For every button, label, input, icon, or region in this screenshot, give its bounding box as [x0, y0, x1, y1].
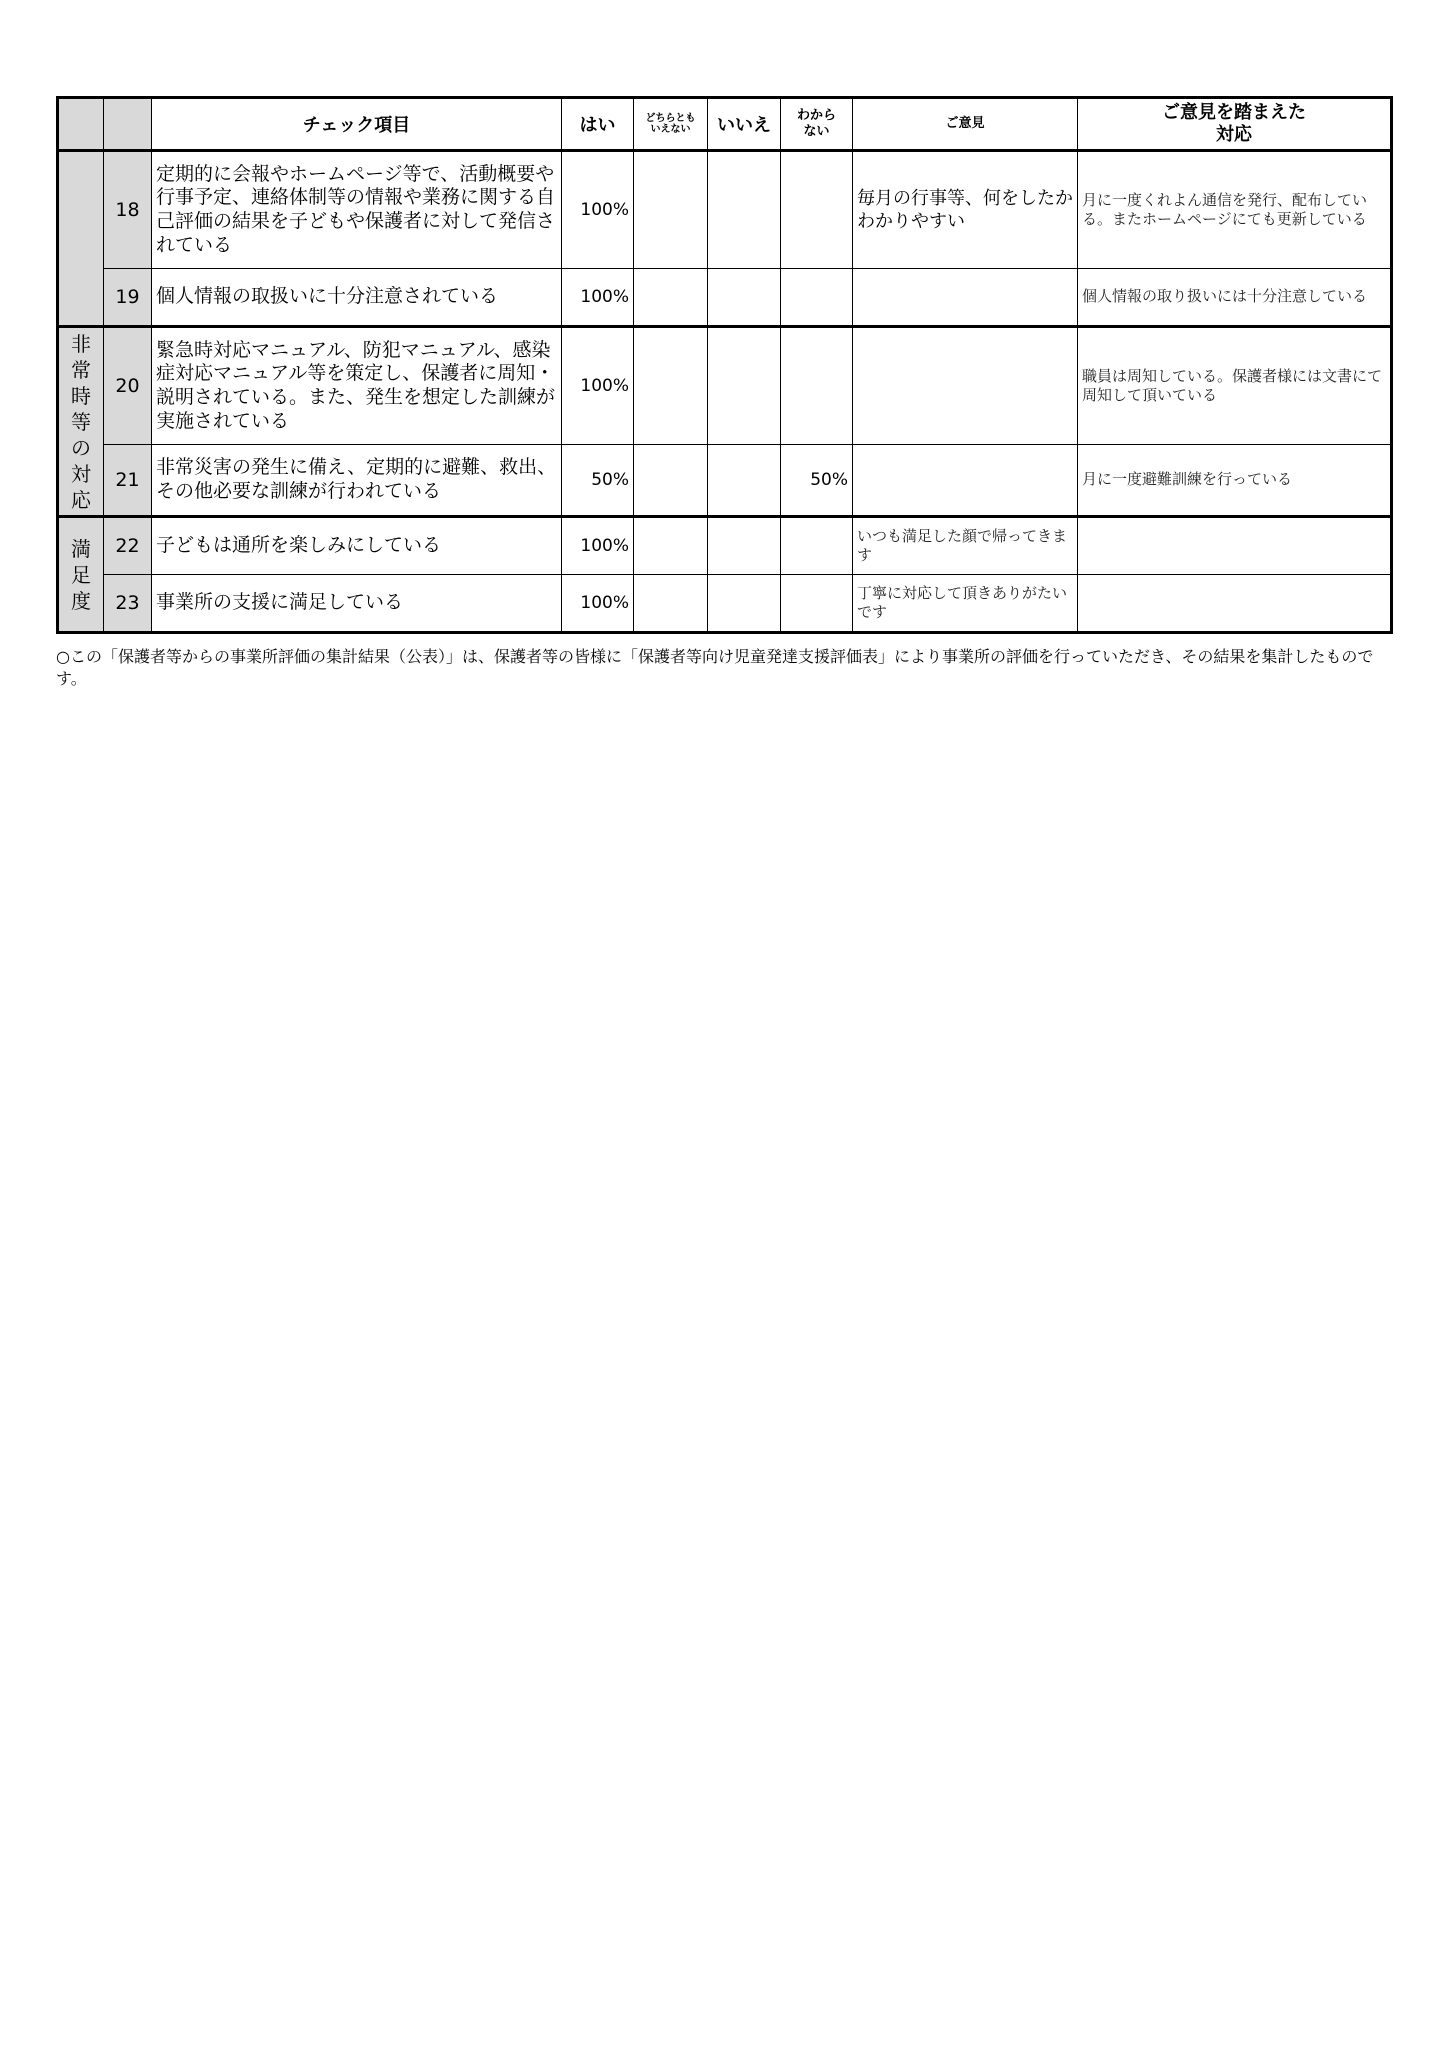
response-text: 職員は周知している。保護者様には文書にて周知して頂いている — [1078, 327, 1392, 445]
neither-percent — [634, 445, 708, 517]
check-item-text: 非常災害の発生に備え、定期的に避難、救出、その他必要な訓練が行われている — [152, 445, 562, 517]
response-header: ご意見を踏まえた 対応 — [1078, 98, 1392, 151]
table-row — [58, 517, 1392, 575]
row-number: 18 — [104, 151, 152, 269]
check-item-text: 緊急時対応マニュアル、防犯マニュアル、感染症対応マニュアル等を策定し、保護者に周知・説明されている。また、発生を想定した訓練が実施されている — [152, 327, 562, 445]
no-percent — [708, 517, 781, 575]
check-item-text: 個人情報の取扱いに十分注意されている — [152, 269, 562, 327]
neither-percent — [634, 327, 708, 445]
yes-percent: 100% — [562, 575, 634, 633]
neither-header: どちらとも いえない — [634, 98, 708, 151]
evaluation-table — [56, 96, 1393, 634]
table-row — [58, 445, 1392, 517]
check-item-text: 事業所の支援に満足している — [152, 575, 562, 633]
no-percent — [708, 575, 781, 633]
yes-percent: 100% — [562, 327, 634, 445]
yes-percent: 100% — [562, 517, 634, 575]
yes-percent: 100% — [562, 151, 634, 269]
opinion-text: いつも満足した顔で帰ってきます — [853, 517, 1078, 575]
category-emergency — [58, 327, 104, 517]
opinion-text — [853, 327, 1078, 445]
neither-percent — [634, 517, 708, 575]
yes-percent: 50% — [562, 445, 634, 517]
footnote: ○この「保護者等からの事業所評価の集計結果（公表）」は、保護者等の皆様に「保護者等向け児童発達支援評価表」により事業所の評価を行っていただき、その結果を集計したものです。 — [56, 647, 1374, 688]
response-text — [1078, 517, 1392, 575]
no-header: いいえ — [708, 98, 781, 151]
unknown-percent — [781, 151, 853, 269]
category-satisfaction-label: 満足度 — [71, 536, 91, 613]
opinion-header: ご意見 — [853, 98, 1078, 151]
no-percent — [708, 269, 781, 327]
row-number: 21 — [104, 445, 152, 517]
check-item-header: チェック項目 — [152, 98, 562, 151]
no-percent — [708, 327, 781, 445]
check-item-text: 子どもは通所を楽しみにしている — [152, 517, 562, 575]
neither-percent — [634, 151, 708, 269]
no-percent — [708, 151, 781, 269]
evaluation-sheet — [56, 96, 1390, 634]
category-satisfaction — [58, 517, 104, 633]
header-row — [58, 98, 1392, 151]
yes-header: はい — [562, 98, 634, 151]
row-number: 22 — [104, 517, 152, 575]
neither-percent — [634, 269, 708, 327]
check-item-text: 定期的に会報やホームページ等で、活動概要や行事予定、連絡体制等の情報や業務に関する自己評価の結果を子どもや保護者に対して発信されている — [152, 151, 562, 269]
category-emergency-label: 非常時等の対応 — [71, 331, 91, 512]
unknown-header: わから ない — [781, 98, 853, 151]
response-text: 月に一度くれよん通信を発行、配布している。またホームページにても更新している — [1078, 151, 1392, 269]
unknown-percent — [781, 327, 853, 445]
opinion-text: 毎月の行事等、何をしたかわかりやすい — [853, 151, 1078, 269]
opinion-text — [853, 269, 1078, 327]
opinion-text — [853, 445, 1078, 517]
row-number: 20 — [104, 327, 152, 445]
response-text: 月に一度避難訓練を行っている — [1078, 445, 1392, 517]
table-row — [58, 269, 1392, 327]
response-text: 個人情報の取り扱いには十分注意している — [1078, 269, 1392, 327]
category-header-cell — [58, 98, 104, 151]
unknown-percent — [781, 575, 853, 633]
unknown-percent — [781, 269, 853, 327]
no-percent — [708, 445, 781, 517]
response-text — [1078, 575, 1392, 633]
yes-percent: 100% — [562, 269, 634, 327]
table-row — [58, 151, 1392, 269]
table-row — [58, 575, 1392, 633]
unknown-percent: 50% — [781, 445, 853, 517]
unknown-percent — [781, 517, 853, 575]
table-row — [58, 327, 1392, 445]
opinion-text: 丁寧に対応して頂きありがたいです — [853, 575, 1078, 633]
neither-percent — [634, 575, 708, 633]
number-header-cell — [104, 98, 152, 151]
row-number: 23 — [104, 575, 152, 633]
category-cell-blank — [58, 151, 104, 327]
row-number: 19 — [104, 269, 152, 327]
